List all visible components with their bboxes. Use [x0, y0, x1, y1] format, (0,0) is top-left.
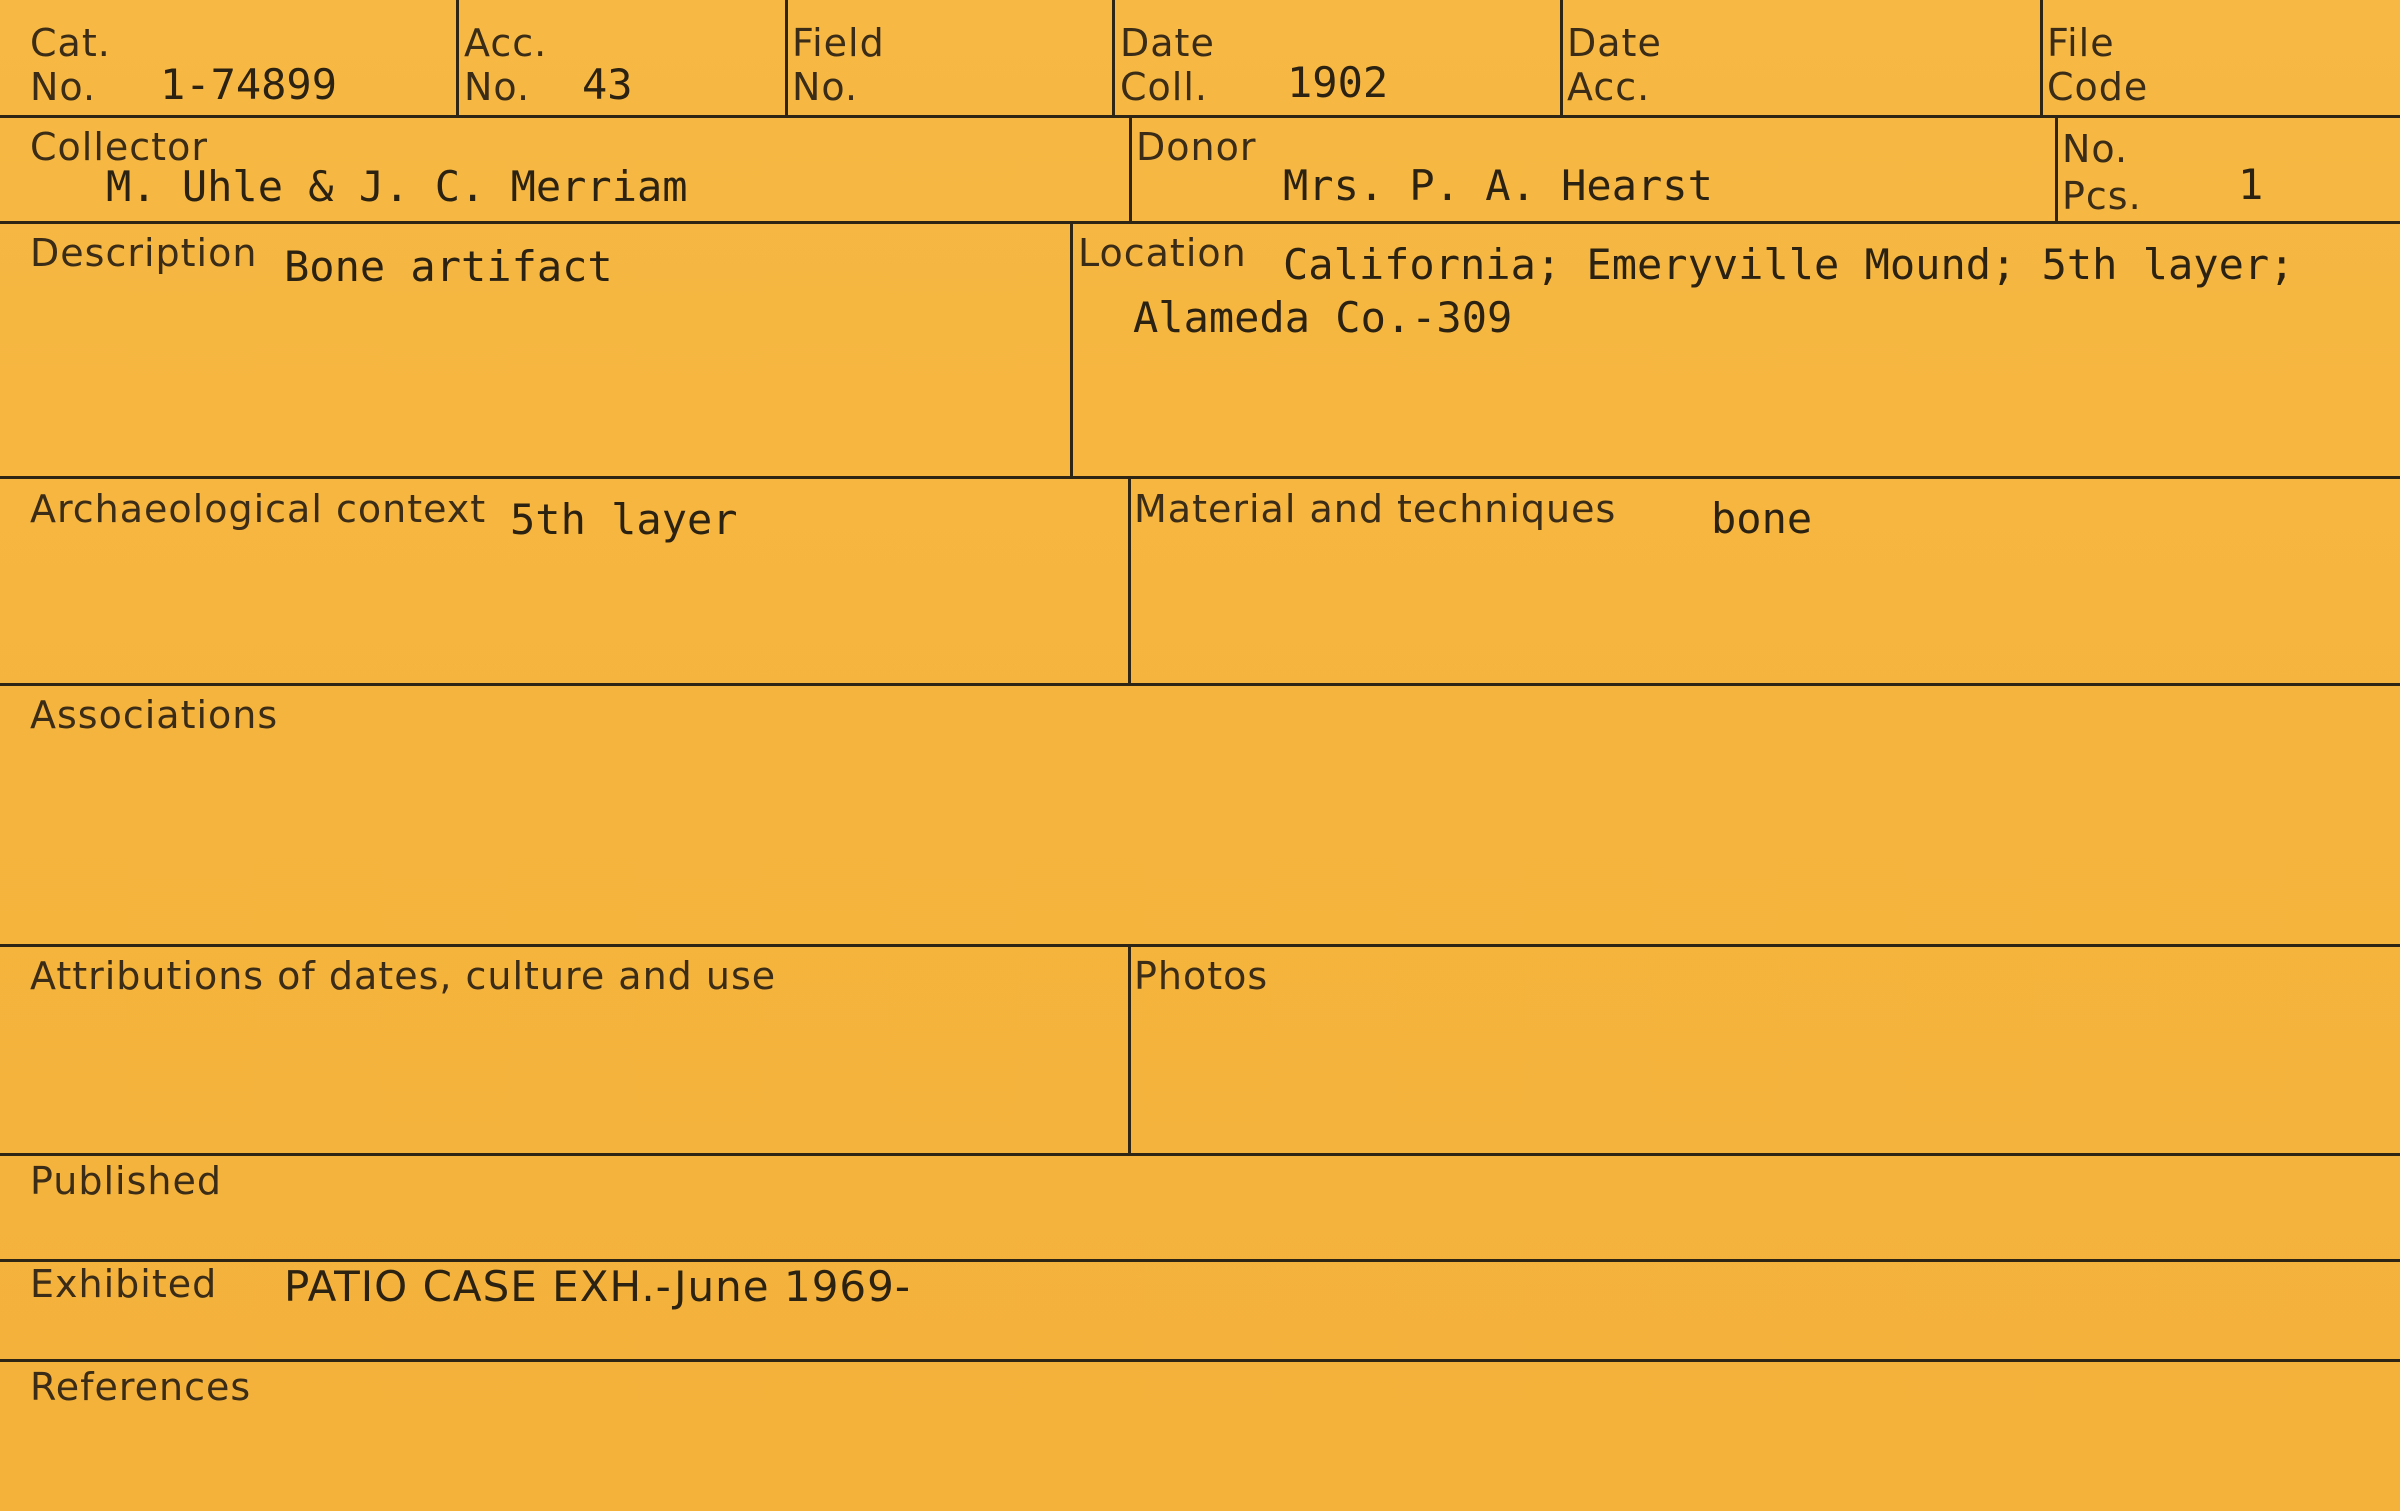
date-acc-label-2: Acc.	[1567, 65, 1651, 109]
date-coll-label-1: Date	[1120, 21, 1215, 65]
published-label: Published	[30, 1159, 222, 1203]
material-label: Material and techniques	[1134, 487, 1617, 531]
exhibited-value: PATIO CASE EXH.-June 1969-	[284, 1262, 912, 1311]
acc-no-value: 43	[582, 60, 633, 109]
description-label: Description	[30, 231, 258, 275]
field-label-1: Field	[792, 21, 885, 65]
exhibited-label: Exhibited	[30, 1262, 218, 1306]
donor-label: Donor	[1136, 125, 1257, 169]
rule-row8-bottom	[0, 1359, 2400, 1362]
cat-label-2: No.	[30, 65, 97, 109]
no-pcs-label-2: Pcs.	[2062, 174, 2142, 218]
file-label-1: File	[2047, 21, 2115, 65]
rule-row6-bottom	[0, 1153, 2400, 1156]
rule-v-dateacc-file	[2040, 0, 2043, 116]
archaeological-context-value: 5th layer	[510, 495, 738, 544]
material-value: bone	[1711, 494, 1813, 543]
field-label-2: No.	[792, 65, 859, 109]
no-pcs-value: 1	[2238, 160, 2264, 209]
rule-row4-bottom	[0, 683, 2400, 686]
rule-row3-bottom	[0, 476, 2400, 479]
rule-v-collector-donor	[1129, 116, 1132, 222]
collector-label: Collector	[30, 125, 208, 169]
date-acc-label-1: Date	[1567, 21, 1662, 65]
rule-v-cat-acc	[456, 0, 459, 116]
cat-no-value: 1-74899	[160, 60, 338, 109]
rule-v-description-location	[1070, 222, 1073, 477]
associations-label: Associations	[30, 693, 279, 737]
rule-v-donor-pcs	[2055, 116, 2058, 222]
location-value-line2: Alameda Co.-309	[1133, 293, 1513, 342]
location-value-line1: California; Emeryville Mound; 5th layer;	[1283, 240, 2295, 289]
acc-label-2: No.	[464, 65, 531, 109]
rule-v-field-datecoll	[1112, 0, 1115, 116]
collector-value: M. Uhle & J. C. Merriam	[106, 162, 688, 211]
rule-v-datecoll-dateacc	[1560, 0, 1563, 116]
attributions-label: Attributions of dates, culture and use	[30, 954, 777, 998]
location-label: Location	[1078, 231, 1247, 275]
rule-v-attributions-photos	[1128, 945, 1131, 1154]
cat-label-1: Cat.	[30, 21, 111, 65]
acc-label-1: Acc.	[464, 21, 548, 65]
archaeological-context-label: Archaeological context	[30, 487, 487, 531]
donor-value: Mrs. P. A. Hearst	[1283, 161, 1713, 210]
no-pcs-label-1: No.	[2062, 127, 2129, 171]
rule-row2-bottom	[0, 221, 2400, 224]
rule-v-context-material	[1128, 477, 1131, 684]
rule-v-acc-field	[785, 0, 788, 116]
file-label-2: Code	[2047, 65, 2149, 109]
photos-label: Photos	[1134, 954, 1269, 998]
date-coll-label-2: Coll.	[1120, 65, 1208, 109]
description-value: Bone artifact	[284, 242, 613, 291]
rule-row5-bottom	[0, 944, 2400, 947]
date-coll-value: 1902	[1287, 58, 1389, 107]
references-label: References	[30, 1365, 252, 1409]
